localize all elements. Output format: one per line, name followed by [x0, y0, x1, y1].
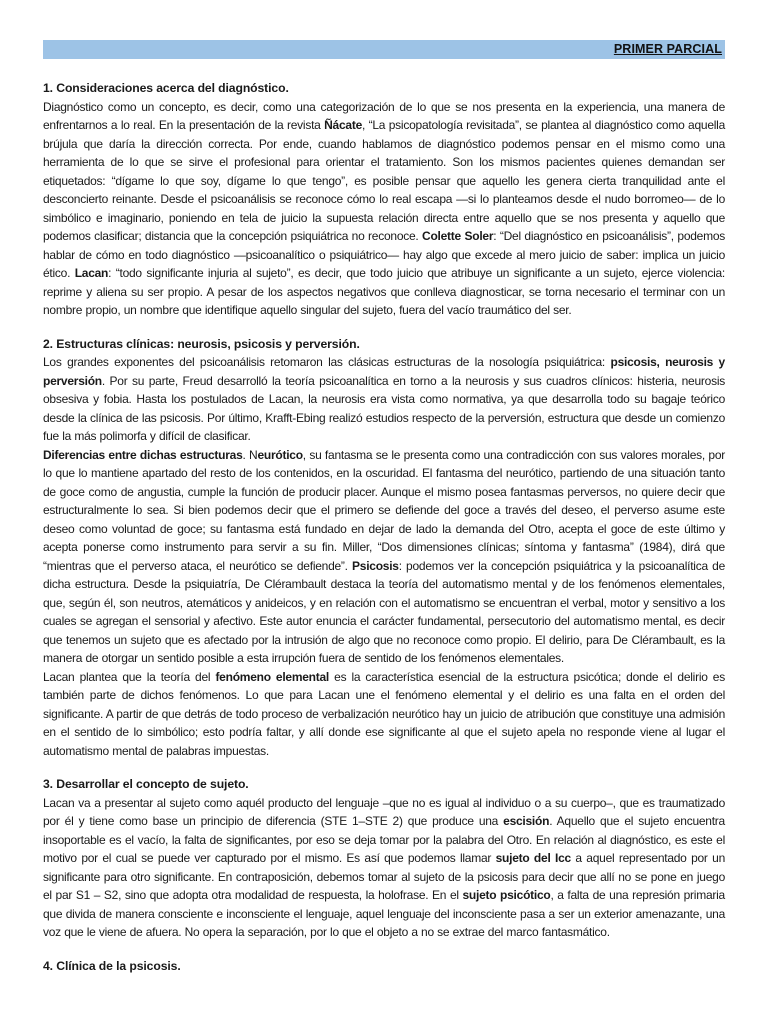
- section-heading: 1. Consideraciones acerca del diagnóstico.: [43, 81, 289, 95]
- text-run: . Por su parte, Freud desarrolló la teoría psicoanalítica en torno a la neurosis y sus cuadros clínicos: histeria, neurosis obsesiva y fobia. Hasta los postulados de Lacan, la neurosis era vista como normativa, ya que desarrolla todo su bagaje teórico desde la clínica de las psicosis. Por último, Krafft-Ebing realizó estudios respecto de la perversión, estructura que desde un comienzo fue la más polimorfa y difícil de clasificar.: [43, 373, 725, 443]
- title-bar: [43, 40, 725, 59]
- bold-text-run: eurótico: [257, 447, 303, 462]
- bold-text-run: sujeto del Icc: [495, 851, 571, 865]
- bold-text-run: Diferencias entre dichas estructuras: [43, 447, 243, 462]
- page-content: [43, 40, 725, 975]
- document-body: [43, 79, 725, 975]
- paragraph: [43, 794, 725, 942]
- bold-text-run: Colette Soler: [422, 229, 494, 243]
- bold-text-run: sujeto psicótico: [462, 888, 551, 902]
- section: [43, 79, 725, 320]
- bold-text-run: Ñácate: [324, 118, 362, 132]
- bold-text-run: psicosis, neurosis y perversión: [43, 355, 725, 388]
- paragraph: [43, 98, 725, 320]
- text-run: , a falta de una represión primaria que divida de manera consciente e inconsciente el lenguaje, aquel lenguaje del inconsciente pasa a ser un exterior amenazante, una voz que le viene de afuera. No opera la separación, por lo que el objeto a no se extrae del marco fantasmático.: [43, 888, 725, 939]
- section-heading: 2. Estructuras clínicas: neurosis, psicosis y perversión.: [43, 336, 360, 351]
- bold-text-run: Psicosis: [352, 558, 399, 573]
- text-run: Lacan va a presentar al sujeto como aquél producto del lenguaje –que no es igual al individuo o a su cuerpo–, que es traumatizado por él y tiene como base un principio de diferencia (STE 1–STE 2) que produce una: [43, 795, 725, 828]
- text-run: . Aquello que el sujeto encuentra insoportable es el vacío, la falta de significantes, por eso se deja tomar por la palabra del Otro. En relación al diagnóstico, es este el motivo por el cual se puede ver capturado por el mismo. Es así que podemos llamar: [43, 814, 725, 865]
- bold-text-run: Lacan: [74, 266, 109, 280]
- text-run: : podemos ver la concepción psiquiátrica y la psicoanalítica de dicha estructura. Desde la psiquiatría, De Clérambault destaca la teoría del automatismo mental y de los fenómenos elementales, que, según él, son neutros, atemáticos y anideicos, y en relación con el automatismo se encuentran el verbal, motor y sensitivo a los cuales se agregan el sensorial y afectivo. Este autor enuncia el carácter fundamental, persecutorio del automatismo mental, es decir que tenemos un sujeto que es afectado por la intrusión de algo que no reconoce como propio. El delirio, para De Clérambault, es la manera de otorgar un sentido posible a esta irrupción fuera de sentido de los fenómenos elementales.: [43, 558, 725, 665]
- section: [43, 775, 725, 942]
- text-run: Los grandes exponentes del psicoanálisis retomaron las clásicas estructuras de la nosología psiquiátrica:: [43, 355, 611, 369]
- text-run: , su fantasma se le presenta como una contradicción con sus valores morales, por lo que lo mantiene apartado del resto de los contenidos, en la oscuridad. El fantasma del neurótico, partiendo de una situación tanto de goce como de angustia, cumple la función de producir placer. Aunque el mismo posea fantasmas perversos, no quiere decir que estructuralmente lo sea. Si bien podemos decir que el primero se defiende del goce a través del deseo, el perverso asume este deseo como voluntad de goce; su fantasma está fundado en dejar de lado la demanda del Otro, acepta el goce de este último y acepta ponerse como instrumento para servir a su fin. Miller, “Dos dimensiones clínicas; síntoma y fantasma” (1984), dirá que “mientras que el perverso ataca, el neurótico se defiende”.: [43, 447, 725, 573]
- section-heading: 3. Desarrollar el concepto de sujeto.: [43, 777, 249, 791]
- text-run: a aquel representado por un significante para otro significante. En contraposición, debemos tomar al sujeto de la psicosis para decir que allí no se pone en juego el par S1 – S2, sino que adopta otra modalidad de respuesta, la holofrase. En el: [43, 851, 725, 902]
- text-run: , “La psicopatología revisitada”, se plantea al diagnóstico como aquella brújula que daría la dirección correcta. Por ende, cuando hablamos de diagnóstico podemos pensar en el mismo como una herramienta de lo que se sirve el profesional para orientar el tratamiento. Son los mismos pacientes quienes demandan ser etiquetados: “dígame lo que soy, dígame lo que tengo”, es posible pensar que aquello les genera cierta tranquilidad ante el desconcierto reinante. Desde el psicoanálisis se reconoce cómo lo real escapa —si lo planteamos desde el nudo borromeo— de lo simbólico e imaginario, poniendo en tela de juicio la supuesta relación directa entre aquello que se nos presenta y aquello que podemos clasificar; distancia que la concepción psiquiátrica no reconoce.: [43, 118, 725, 243]
- paragraph: [43, 353, 725, 446]
- text-run: : “todo significante injuria al sujeto”, es decir, que todo juicio que atribuye un significante a un sujeto, ejerce violencia: reprime y aliena su ser propio. A pesar de los aspectos negativos que conlleva diagnosticar, se torna necesario el terminar con un nombre propio, un nombre que identifique aquello singular del sujeto, fuera del vacío traumático del ser.: [43, 266, 725, 317]
- text-run: : “Del diagnóstico en psicoanálisis”, podemos hablar de cómo en todo diagnóstico —psicoanalítico o psiquiátrico— hay algo que excede al mero juicio de saber: implica un juicio ético.: [43, 229, 726, 280]
- section: [43, 335, 725, 761]
- paragraph: [43, 668, 725, 761]
- bold-text-run: fenómeno elemental: [215, 669, 330, 684]
- bold-text-run: escisión: [503, 814, 550, 828]
- section: [43, 957, 725, 976]
- text-run: . N: [242, 447, 258, 462]
- paragraph: [43, 446, 725, 668]
- text-run: Lacan plantea que la teoría del: [43, 669, 216, 684]
- text-run: Diagnóstico como un concepto, es decir, como una categorización de lo que se nos presenta en la experiencia, una manera de enfrentarnos a lo real. En la presentación de la revista: [43, 99, 725, 132]
- page-title: PRIMER PARCIAL: [613, 42, 722, 56]
- section-heading: 4. Clínica de la psicosis.: [43, 958, 181, 973]
- text-run: es la característica esencial de la estructura psicótica; donde el delirio es también parte de dichos fenómenos. Lo que para Lacan une el fenómeno elemental y el delirio es una falta en el orden del significante. A partir de que detrás de todo proceso de verbalización neurótico hay un juicio de atribución que constituye una admisión en el sentido de lo simbólico; esto podría faltar, y allí donde ese significante al que el sujeto apela no responde viene al lugar el automatismo mental de palabras impuestas.: [43, 669, 725, 758]
